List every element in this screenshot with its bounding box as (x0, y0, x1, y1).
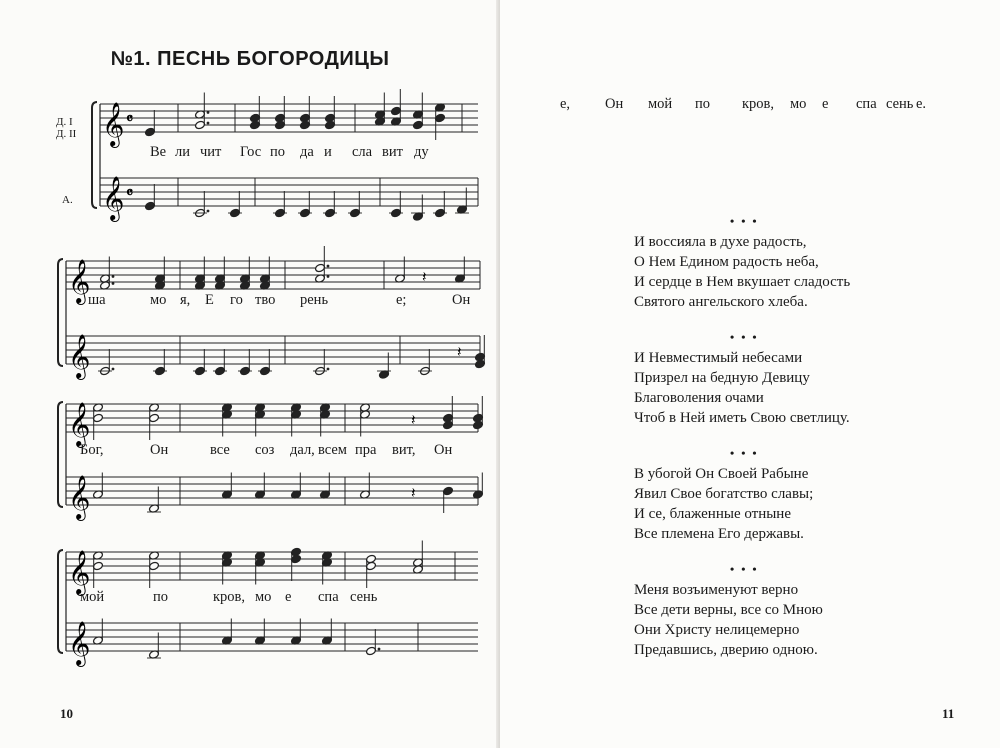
stanza-1 (634, 232, 934, 312)
verse-line: Призрел на бедную Девицу (634, 370, 810, 386)
hymn-title: №1. ПЕСНЬ БОГОРОДИЦЫ (110, 48, 390, 70)
lyric-syllable: по (270, 144, 286, 160)
lyric-syllable: е (822, 96, 829, 112)
verse-line: Предавшись, дверию одною. (634, 642, 818, 658)
lyric-syllable: спа (318, 589, 339, 605)
verse-line: Все дети верны, все со Мною (634, 602, 823, 618)
lyric-syllable: сень (886, 96, 914, 112)
verse-line: Меня возъименуют верно (634, 582, 799, 598)
lyric-syllable: е (285, 589, 292, 605)
system-bracket (58, 550, 63, 653)
lyric-syllable: рень (300, 292, 329, 308)
stanza-separator: • • • (730, 214, 759, 228)
common-time-icon: 𝄴 (126, 183, 134, 202)
lyric-syllable: пра (355, 442, 377, 458)
lyric-syllable: ли (175, 144, 190, 160)
lyric-syllable: Он (452, 292, 471, 308)
stanza-3 (634, 464, 934, 544)
voice-label-alto: А. (62, 194, 73, 206)
treble-clef-icon: 𝄞 (68, 475, 91, 519)
quarter-rest-icon: 𝄽 (422, 268, 427, 286)
lyric-syllable: Бог, (80, 442, 104, 458)
stanza-separator: • • • (730, 562, 759, 576)
lyric-syllable: кров, (213, 589, 246, 605)
stanza-separator: • • • (730, 330, 759, 344)
page-number-right: 11 (942, 706, 955, 721)
lyric-syllable: спа (856, 96, 877, 112)
lyric-syllable: Он (434, 442, 453, 458)
verse-line: Все племена Его державы. (634, 526, 804, 542)
verse-text (634, 214, 934, 678)
lyric-syllable: мо (790, 96, 807, 112)
lyric-syllable: и (324, 144, 332, 160)
lyric-syllable: ду (414, 144, 429, 160)
lyric-syllable: кров, (742, 96, 775, 112)
lyric-syllable: дал, (290, 442, 315, 458)
stanza-separator: • • • (730, 446, 759, 460)
common-time-icon: 𝄴 (126, 109, 134, 128)
voice-label-soprano-1: Д. I (56, 116, 73, 128)
lyric-syllable: сень (350, 589, 378, 605)
page-number-left: 10 (60, 706, 73, 721)
treble-clef-icon: 𝄞 (102, 176, 125, 220)
quarter-rest-icon: 𝄽 (457, 343, 462, 361)
lyric-syllable: чит (200, 144, 222, 160)
lyric-syllable: е, (560, 96, 571, 112)
lyric-syllable: мой (648, 96, 673, 112)
verse-line: Явил Свое богатство славы; (634, 486, 814, 502)
treble-clef-icon: 𝄞 (102, 102, 125, 146)
lyric-syllable: ша (88, 292, 106, 308)
lyric-syllable: е. (916, 96, 927, 112)
lyric-syllable: по (695, 96, 711, 112)
lyric-syllable: тво (255, 292, 276, 308)
lyric-syllable: мо (150, 292, 167, 308)
lyric-syllable: Ве (150, 144, 167, 160)
verse-line: Они Христу нелицемерно (634, 622, 800, 638)
treble-clef-icon: 𝄞 (68, 402, 91, 446)
voice-label-soprano-2: Д. II (56, 128, 77, 140)
lower-dot (378, 648, 381, 651)
verse-line: Святого ангельского хлеба. (634, 294, 808, 310)
verse-line: О Нем Едином радость неба, (634, 254, 819, 270)
lyric-syllable: Гос (240, 144, 262, 160)
verse-line: Чтоб в Ней иметь Свою светлицу. (634, 410, 850, 426)
lyric-syllable: всем (318, 442, 347, 458)
stanza-2 (634, 348, 934, 428)
lyric-syllable: соз (255, 442, 275, 458)
lyric-syllable: е; (396, 292, 407, 308)
treble-clef-icon: 𝄞 (68, 550, 91, 594)
lyric-syllable: мой (80, 589, 105, 605)
lyric-syllable: го (230, 292, 243, 308)
lyric-syllable: вит, (392, 442, 416, 458)
music-system-4 (0, 0, 500, 700)
lyric-syllable: да (300, 144, 314, 160)
verse-line: Благоволения очами (634, 390, 764, 406)
lyric-syllable: по (153, 589, 169, 605)
lyric-syllable: Он (605, 96, 624, 112)
lyric-syllable: вит (382, 144, 403, 160)
stanza-4 (634, 580, 934, 660)
verse-line: И воссияла в духе радость, (634, 234, 807, 250)
verse-line: И се, блаженные отныне (634, 506, 791, 522)
verse-line: И Невместимый небесами (634, 350, 803, 366)
lyric-syllable: я, (180, 292, 191, 308)
treble-clef-icon: 𝄞 (68, 334, 91, 378)
lyric-syllable: Он (150, 442, 169, 458)
treble-clef-icon: 𝄞 (68, 621, 91, 665)
lyric-syllable: мо (255, 589, 272, 605)
treble-clef-icon: 𝄞 (68, 259, 91, 303)
verse-line: В убогой Он Своей Рабыне (634, 466, 809, 482)
lyric-syllable: все (210, 442, 230, 458)
verse-line: И сердце в Нем вкушает сладость (634, 274, 851, 290)
lyric-syllable: Е (205, 292, 214, 308)
lyric-syllable: сла (352, 144, 373, 160)
quarter-rest-icon: 𝄽 (411, 484, 416, 502)
quarter-rest-icon: 𝄽 (411, 411, 416, 429)
